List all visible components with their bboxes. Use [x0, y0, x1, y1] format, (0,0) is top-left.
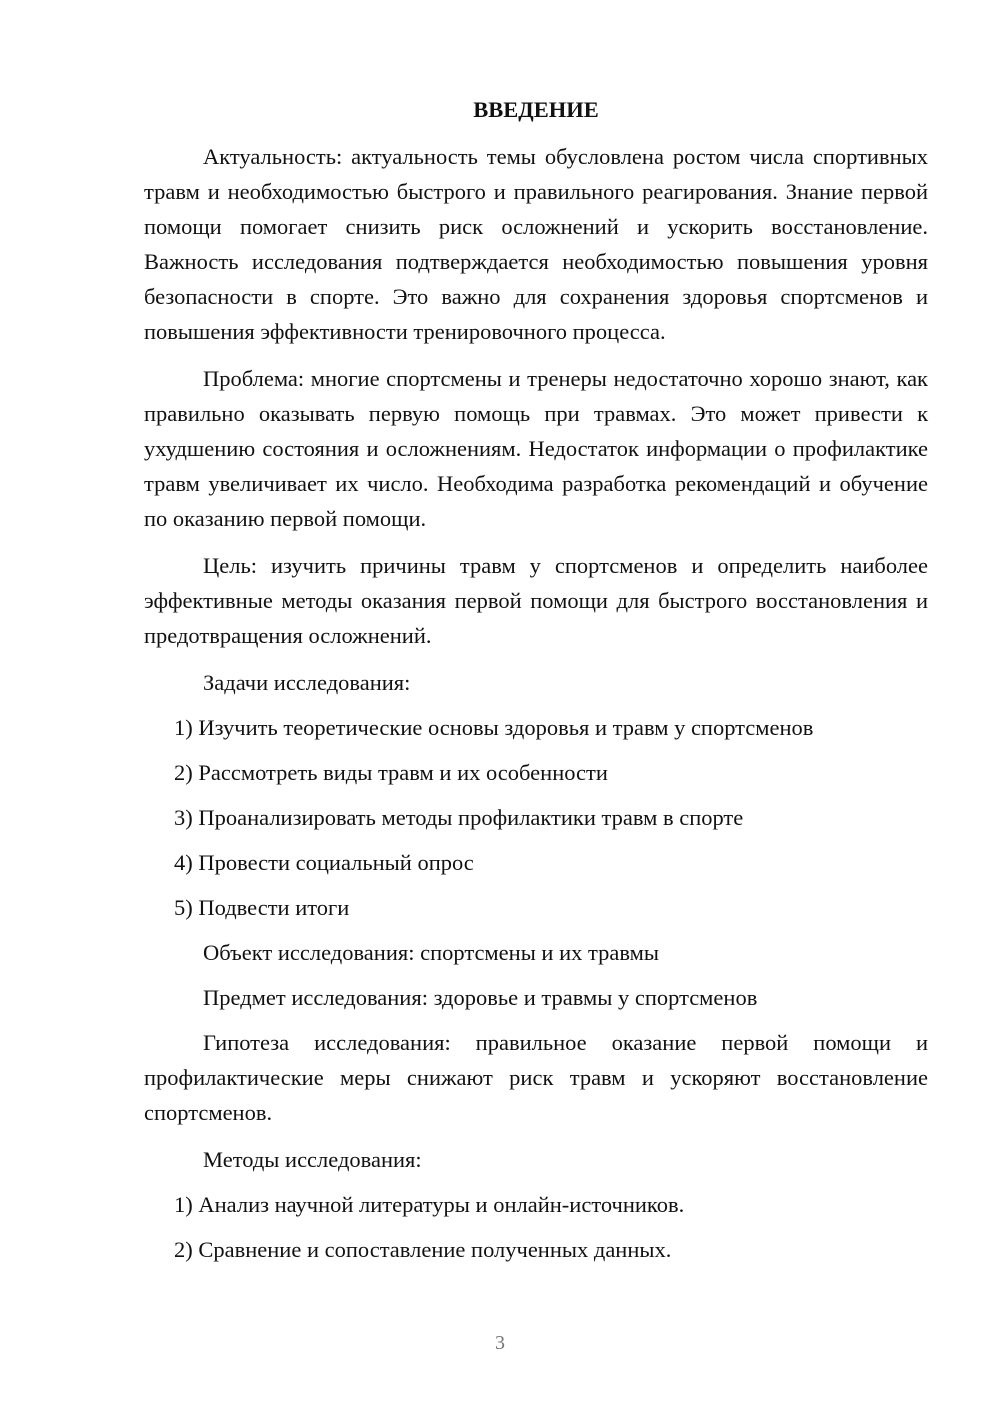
tasks-heading: Задачи исследования: — [203, 670, 411, 695]
section-title: ВВЕДЕНИЕ — [473, 97, 599, 122]
tasks-list — [144, 710, 928, 925]
list-item: 2) Рассмотреть виды травм и их особенности — [174, 760, 608, 785]
list-item: 1) Изучить теоретические основы здоровья и травм у спортсменов — [174, 715, 814, 740]
list-item: 4) Провести социальный опрос — [174, 850, 474, 875]
list-item: 3) Проанализировать методы профилактики травм в спорте — [174, 805, 744, 830]
document-page — [144, 92, 928, 1277]
list-item: 1) Анализ научной литературы и онлайн-источников. — [174, 1192, 685, 1217]
list-item: 2) Сравнение и сопоставление полученных данных. — [174, 1237, 672, 1262]
problem-paragraph: Проблема: многие спортсмены и тренеры недостаточно хорошо знают, как правильно оказывать первую помощь при травмах. Это может привести к ухудшению состояния и осложнениям. Недостаток информации о профилактике травм увеличивает их число. Необходима разработка рекомендаций и обучение по оказанию первой помощи. — [144, 366, 928, 531]
relevance-paragraph: Актуальность: актуальность темы обусловлена ростом числа спортивных травм и необходимостью быстрого и правильного реагирования. Знание первой помощи помогает снизить риск осложнений и ускорить восстановление. Важность исследования подтверждается необходимостью повышения уровня безопасности в спорте. Это важно для сохранения здоровья спортсменов и повышения эффективности тренировочного процесса. — [144, 144, 928, 344]
methods-heading: Методы исследования: — [203, 1147, 422, 1172]
list-item: 5) Подвести итоги — [174, 895, 350, 920]
methods-list — [144, 1187, 928, 1267]
subject-paragraph: Предмет исследования: здоровье и травмы у спортсменов — [203, 985, 758, 1010]
hypothesis-paragraph: Гипотеза исследования: правильное оказание первой помощи и профилактические меры снижают риск травм и ускоряют восстановление спортсменов. — [144, 1030, 928, 1125]
page-number: 3 — [495, 1332, 505, 1354]
goal-paragraph: Цель: изучить причины травм у спортсменов и определить наиболее эффективные методы оказания первой помощи для быстрого восстановления и предотвращения осложнений. — [144, 553, 928, 648]
object-paragraph: Объект исследования: спортсмены и их травмы — [203, 940, 659, 965]
